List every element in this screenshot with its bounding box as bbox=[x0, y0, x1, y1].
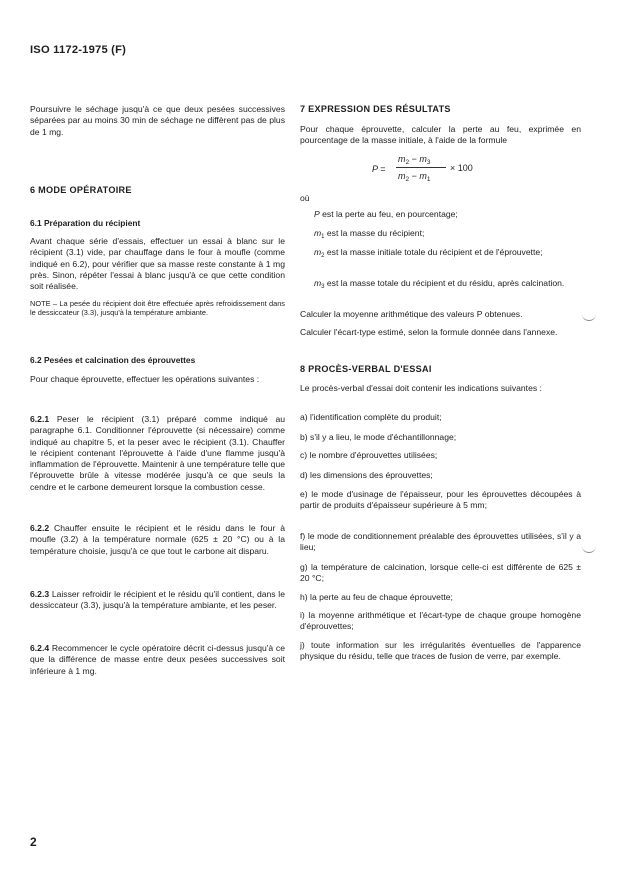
section-8-text: Le procès-verbal d'essai doit contenir les indications suivantes : bbox=[300, 383, 542, 393]
formula-multiplier: × 100 bbox=[450, 163, 473, 173]
section-6-2-1-text: Peser le récipient (3.1) préparé comme indiqué au paragraphe 6.1. Conditionner l'éprouvette (si nécessaire) comme indiqué au chapitre 5, et la peser avec le récipient (3.1). Chauffer le récipient contenant l'éprouvette à l'aide d'une flamme jusqu'à inflammation de l'éprouvette. Maintenir à une température telle que l'éprouvette brûle à vitesse modérée jusqu'à ce que seuls la cendre et le carbone demeurent lorsque la combustion cesse. bbox=[30, 414, 286, 492]
section-6-1-title: 6.1 Préparation du récipient bbox=[30, 218, 141, 228]
definition-m1: $m_1$ est la masse du récipient; bbox=[314, 228, 425, 240]
page-number: 2 bbox=[30, 835, 37, 849]
section-6-2-4-text: Recommencer le cycle opératoire décrit ci-dessus jusqu'à ce que la différence de masse entre deux pesées successives soit inférieure à 1 mg. bbox=[30, 643, 285, 676]
formula-lhs: P = bbox=[372, 164, 386, 174]
formula-numerator: $m_2 - m_3$ bbox=[398, 154, 431, 166]
section-6-2-1-number: 6.2.1 bbox=[30, 414, 50, 424]
report-item-e: e) le mode d'usinage de l'épaisseur, pour les éprouvettes découpées à partir de produits d'épaisseur supérieure à 5 mm; bbox=[300, 489, 581, 511]
report-item-c: c) le nombre d'éprouvettes utilisées; bbox=[300, 450, 438, 460]
definition-m2: $m_2$ est la masse initiale totale du récipient et de l'éprouvette; bbox=[314, 247, 543, 259]
loss-formula bbox=[372, 152, 502, 192]
section-6-1-note: NOTE – La pesée du récipient doit être effectuée après refroidissement dans le dessiccateur (3.3), jusqu'à la température ambiante. bbox=[30, 299, 285, 318]
section-6-2-4 bbox=[30, 643, 285, 677]
calc-stddev: Calculer l'écart-type estimé, selon la formule donnée dans l'annexe. bbox=[300, 327, 558, 337]
report-item-b: b) s'il y a lieu, le mode d'échantillonnage; bbox=[300, 432, 457, 442]
report-item-f: f) le mode de conditionnement préalable des éprouvettes utilisées, s'il y a lieu; bbox=[300, 531, 581, 553]
section-6-2-3 bbox=[30, 589, 285, 612]
section-6-2-4-number: 6.2.4 bbox=[30, 643, 50, 653]
definition-m3: $m_3$ est la masse totale du récipient et du résidu, après calcination. bbox=[314, 278, 565, 290]
section-6-2-2-text: Chauffer ensuite le récipient et le résidu dans le four à moufle (3.2) à la température normale (625 ± 20 °C) ou à la température choisie, jusqu'à ce que tout le carbone ait disparu. bbox=[30, 523, 285, 556]
section-6-2-2-number: 6.2.2 bbox=[30, 523, 50, 533]
report-item-i: i) la moyenne arithmétique et l'écart-type de chaque groupe homogène d'éprouvettes; bbox=[300, 610, 581, 632]
section-6-2-title: 6.2 Pesées et calcination des éprouvettes bbox=[30, 355, 196, 365]
report-item-g: g) la température de calcination, lorsque celle-ci est différente de 625 ± 20 °C; bbox=[300, 562, 581, 584]
report-item-a: a) l'identification complète du produit; bbox=[300, 412, 442, 422]
report-item-d: d) les dimensions des éprouvettes; bbox=[300, 470, 433, 480]
section-6-2-3-number: 6.2.3 bbox=[30, 589, 50, 599]
formula-denominator: $m_2 - m_1$ bbox=[398, 171, 431, 183]
definition-P: P est la perte au feu, en pourcentage; bbox=[314, 209, 458, 219]
document-header: ISO 1172-1975 (F) bbox=[30, 44, 127, 56]
section-8-title: 8 PROCÈS-VERBAL D'ESSAI bbox=[300, 364, 432, 374]
fraction-bar bbox=[396, 167, 446, 168]
report-item-h: h) la perte au feu de chaque éprouvette; bbox=[300, 592, 453, 602]
margin-mark bbox=[582, 314, 596, 321]
report-item-j: j) toute information sur les irrégularités éventuelles de l'apparence physique du résidu, telle que traces de fusion de verre, par exemple. bbox=[300, 640, 581, 662]
section-6-2-2 bbox=[30, 523, 285, 557]
section-6-1-text: Avant chaque série d'essais, effectuer un essai à blanc sur le récipient (3.1) vide, par chauffage dans le four à moufle (comme indiqué en 6.2), pour vérifier que sa masse reste constante à 1 mg près. Sinon, répéter l'essai à blanc jusqu'à ce que cette condition soit réalisée. bbox=[30, 236, 285, 292]
section-6-2-text: Pour chaque éprouvette, effectuer les opérations suivantes : bbox=[30, 374, 260, 384]
margin-mark bbox=[582, 546, 596, 553]
section-6-2-3-text: Laisser refroidir le récipient et le résidu qu'il contient, dans le dessiccateur (3.3), jusqu'à la température ambiante, et les peser. bbox=[30, 589, 285, 611]
where-label: où bbox=[300, 193, 310, 203]
intro-paragraph: Poursuivre le séchage jusqu'à ce que deux pesées successives séparées par au moins 30 min de séchage ne diffèrent pas de plus de 1 mg. bbox=[30, 104, 285, 137]
section-7-text: Pour chaque éprouvette, calculer la perte au feu, exprimée en pourcentage de la masse initiale, à l'aide de la formule bbox=[300, 124, 581, 146]
section-6-title: 6 MODE OPÉRATOIRE bbox=[30, 185, 132, 195]
calc-mean: Calculer la moyenne arithmétique des valeurs P obtenues. bbox=[300, 309, 523, 319]
section-6-2-1 bbox=[30, 414, 285, 493]
section-7-title: 7 EXPRESSION DES RÉSULTATS bbox=[300, 104, 451, 114]
